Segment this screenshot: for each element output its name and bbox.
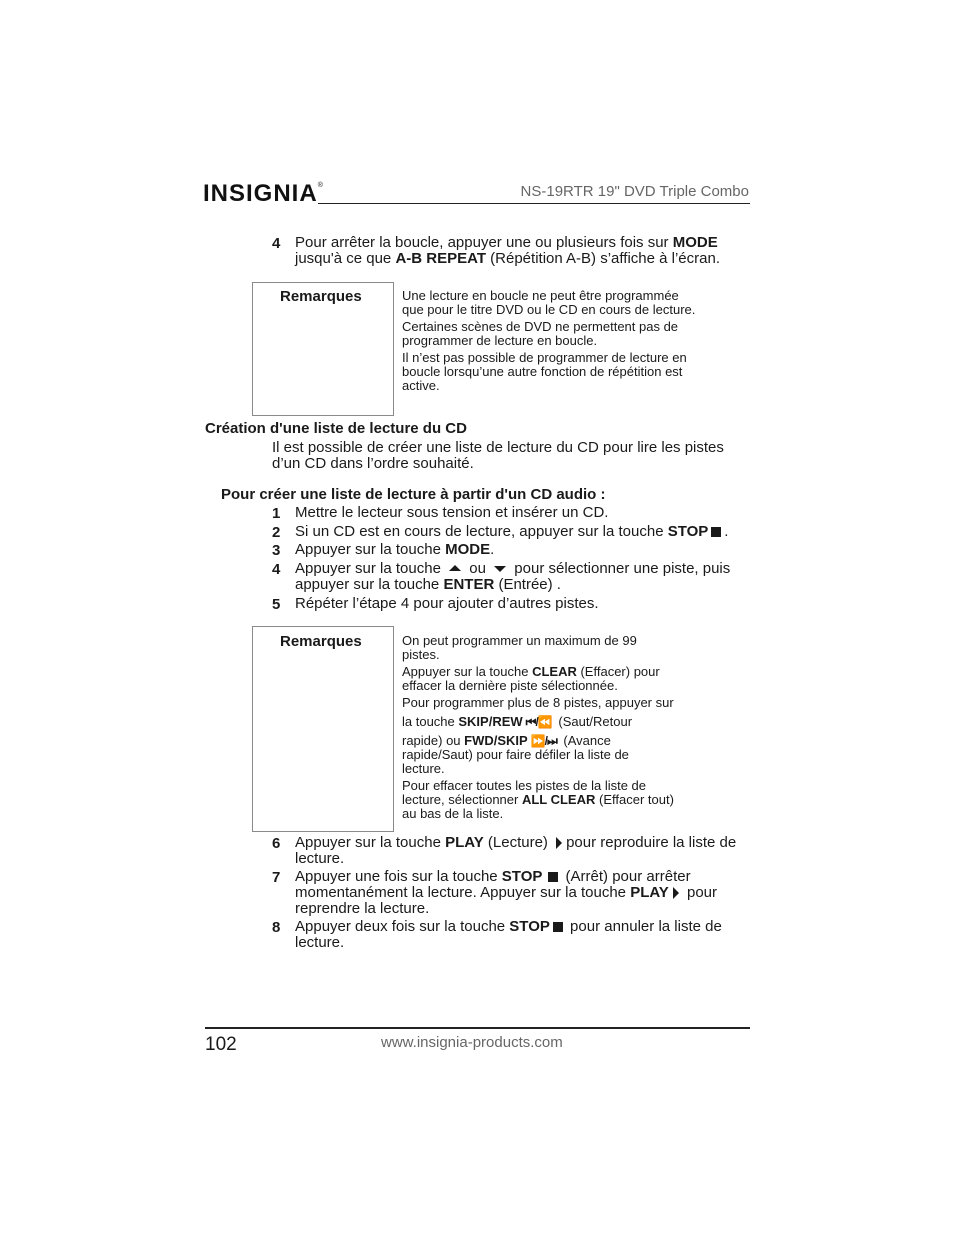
step-text-part: pour reprendre la lecture.	[295, 884, 718, 917]
play-icon	[556, 837, 562, 849]
note-text-part: (Saut/Retour	[554, 714, 633, 729]
step-text-part: pour annuler la liste de lecture.	[295, 918, 722, 951]
notes-body	[402, 289, 697, 393]
step-text-part: Si un CD est en cours de lecture, appuyer sur la touche	[295, 523, 668, 540]
step-text-part: Appuyer sur la touche	[295, 834, 446, 851]
note-text-part: rapide/Saut) pour faire défiler la liste de lecture.	[402, 747, 629, 776]
notes-title: Remarques	[280, 633, 362, 650]
trademark-mark: ®	[317, 182, 324, 189]
skip-rew-key-label: SKIP/REW	[458, 714, 523, 729]
step-text	[295, 542, 494, 558]
step-text-part: .	[724, 523, 729, 540]
fwd-skip-key-label: FWD/SKIP	[464, 733, 528, 748]
section-heading: Création d'une liste de lecture du CD	[205, 420, 467, 437]
step-number: 6	[272, 835, 281, 852]
product-title: NS-19RTR 19" DVD Triple Combo	[520, 183, 749, 200]
step-text-part: Appuyer sur la touche	[295, 560, 446, 577]
step-number: 4	[272, 561, 281, 578]
step-text-part: (Lecture)	[483, 834, 553, 851]
stop-key-label: STOP	[501, 868, 543, 885]
play-key-label: PLAY	[445, 834, 484, 851]
all-clear-key-label: ALL CLEAR	[521, 792, 596, 807]
note-paragraph	[402, 696, 692, 776]
step-text-part: pour reproduire la liste de lecture.	[295, 834, 737, 867]
clear-key-label: CLEAR	[532, 664, 577, 679]
note-paragraph	[402, 779, 677, 821]
step-text-part: .	[490, 541, 495, 558]
brand-name: INSIGNIA	[203, 180, 318, 207]
step-text-part: Appuyer sur la touche	[295, 541, 446, 558]
step-text	[295, 524, 755, 540]
notes-title: Remarques	[280, 288, 362, 305]
note-paragraph: On peut programmer un maximum de 99 pistes.	[402, 633, 637, 662]
stop-icon	[553, 922, 563, 932]
step-text	[295, 919, 750, 951]
note-text-part: (Avance	[559, 733, 611, 748]
step-text	[295, 835, 755, 867]
step-text-part: jusqu'à ce que	[295, 250, 396, 267]
note-paragraph: Il n’est pas possible de programmer de lecture en boucle lorsqu’une autre fonction de répétition est active.	[402, 350, 687, 393]
skip-rew-icon: ⏮/⏪	[525, 715, 552, 729]
note-text-part: Appuyer sur la touche	[402, 664, 533, 679]
step-text: Répéter l’étape 4 pour ajouter d’autres pistes.	[295, 595, 599, 612]
step-number: 4	[272, 235, 281, 252]
step-text: Mettre le lecteur sous tension et insérer un CD.	[295, 504, 609, 521]
step-number: 3	[272, 542, 281, 559]
step-text-part: pour sélectionner une piste, puis appuyer sur la touche	[295, 560, 731, 593]
step-text-part: ou	[465, 560, 491, 577]
stop-icon	[548, 872, 558, 882]
step-text-part: (Entrée) .	[494, 576, 561, 593]
note-text-part: (Effacer) pour effacer la dernière piste sélectionnée.	[402, 664, 660, 693]
note-paragraph: Une lecture en boucle ne peut être programmée que pour le titre DVD ou le CD en cours de lecture.	[402, 288, 696, 317]
note-text-part: (Effacer tout) au bas de la liste.	[402, 792, 674, 821]
stop-key-label: STOP	[509, 918, 550, 935]
step-text	[295, 561, 750, 593]
note-text-part: rapide) ou	[402, 733, 465, 748]
mode-key-label: MODE	[672, 234, 718, 251]
stop-icon	[711, 527, 721, 537]
play-key-label: PLAY	[630, 884, 669, 901]
subsection-heading: Pour créer une liste de lecture à partir d'un CD audio :	[221, 486, 606, 503]
play-icon	[673, 887, 679, 899]
step-number: 8	[272, 919, 281, 936]
enter-key-label: ENTER	[443, 576, 495, 593]
notes-body	[402, 634, 692, 821]
brand-logo	[203, 180, 324, 208]
stop-key-label: STOP	[667, 523, 709, 540]
step-text-part: (Arrêt) pour arrêter momentanément la lecture. Appuyer sur la touche	[295, 868, 691, 901]
step-text-part: Appuyer deux fois sur la touche	[295, 918, 510, 935]
section-intro: Il est possible de créer une liste de lecture du CD pour lire les pistes d’un CD dans l’ordre souhaité.	[272, 439, 724, 472]
step-text	[295, 235, 755, 267]
step-number: 5	[272, 596, 281, 613]
note-paragraph: Certaines scènes de DVD ne permettent pas de programmer de lecture en boucle.	[402, 319, 679, 348]
down-arrow-icon	[494, 566, 506, 572]
note-text-part: Pour programmer plus de 8 pistes, appuyer sur	[402, 695, 674, 710]
step-text-part: (Répétition A-B) s’affiche à l’écran.	[486, 250, 721, 267]
step-text-part: Pour arrêter la boucle, appuyer une ou plusieurs fois sur	[295, 234, 673, 251]
footer-rule	[205, 1027, 750, 1029]
note-text-part: Pour effacer toutes les pistes de la liste de lecture, sélectionner	[402, 778, 647, 807]
step-number: 2	[272, 524, 281, 541]
fwd-skip-icon: ⏩/⏭	[530, 734, 557, 748]
up-arrow-icon	[449, 565, 461, 571]
page-number: 102	[205, 1034, 237, 1055]
header-rule	[318, 203, 750, 204]
step-text	[295, 869, 750, 917]
note-text-part: la touche	[402, 714, 459, 729]
step-text-part: Appuyer une fois sur la touche	[295, 868, 502, 885]
ab-repeat-key-label: A-B REPEAT	[395, 250, 486, 267]
notes-box	[252, 626, 394, 832]
step-number: 7	[272, 869, 281, 886]
footer-url[interactable]: www.insignia-products.com	[381, 1034, 563, 1051]
step-number: 1	[272, 505, 281, 522]
note-paragraph	[402, 665, 692, 693]
mode-key-label: MODE	[445, 541, 491, 558]
